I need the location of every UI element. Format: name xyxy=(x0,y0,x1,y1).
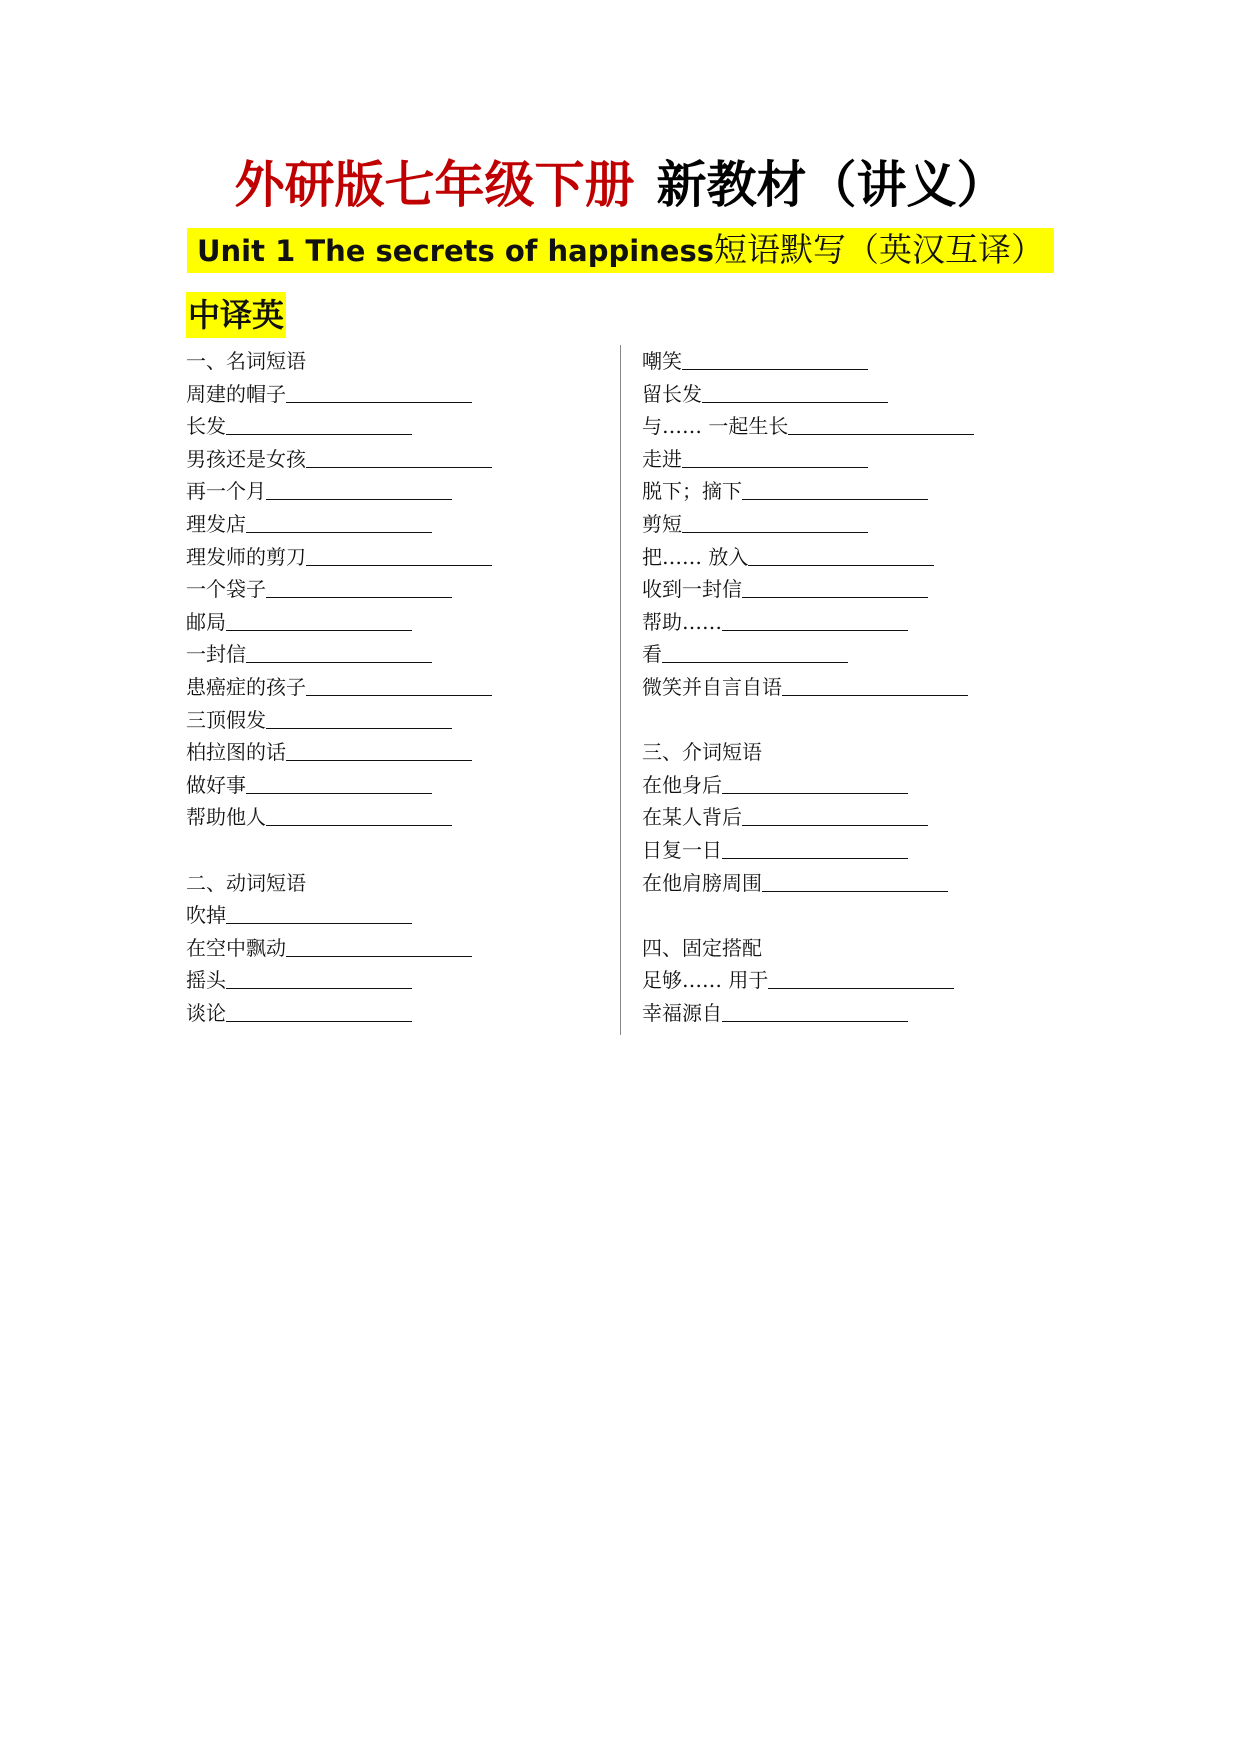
phrase-item xyxy=(642,378,974,411)
answer-blank[interactable] xyxy=(768,968,954,989)
answer-blank[interactable] xyxy=(722,610,908,631)
spacer xyxy=(186,834,492,867)
answer-blank[interactable] xyxy=(306,545,492,566)
answer-blank[interactable] xyxy=(682,349,868,370)
phrase-prompt: 帮助…… xyxy=(642,609,722,634)
phrase-prompt: 再一个月 xyxy=(186,479,266,504)
phrase-prompt: 长发 xyxy=(186,414,226,439)
answer-blank[interactable] xyxy=(246,773,432,794)
answer-blank[interactable] xyxy=(722,773,908,794)
phrase-prompt: 男孩还是女孩 xyxy=(186,446,306,471)
phrase-prompt: 患癌症的孩子 xyxy=(186,674,306,699)
phrase-item xyxy=(642,606,974,639)
phrase-item xyxy=(642,508,974,541)
answer-blank[interactable] xyxy=(722,838,908,859)
answer-blank[interactable] xyxy=(722,1001,908,1022)
phrase-prompt: 看 xyxy=(642,642,662,667)
phrase-item xyxy=(186,932,492,965)
phrase-item xyxy=(186,736,492,769)
unit-title-en: Unit 1 The secrets of happiness xyxy=(196,234,714,268)
phrase-prompt: 摇头 xyxy=(186,968,226,993)
category-heading xyxy=(642,932,974,965)
category-heading xyxy=(642,736,974,769)
phrase-item xyxy=(186,475,492,508)
title-handout: 新教材（讲义） xyxy=(656,156,1007,214)
phrase-prompt: 留长发 xyxy=(642,381,702,406)
phrase-prompt: 把…… 放入 xyxy=(642,544,749,569)
phrase-item xyxy=(642,345,974,378)
answer-blank[interactable] xyxy=(226,968,412,989)
answer-blank[interactable] xyxy=(286,740,472,761)
phrase-prompt: 幸福源自 xyxy=(642,1000,722,1025)
phrase-prompt: 脱下；摘下 xyxy=(642,479,742,504)
left-column xyxy=(186,345,492,1029)
phrase-prompt: 走进 xyxy=(642,446,682,471)
phrase-item xyxy=(186,801,492,834)
answer-blank[interactable] xyxy=(762,871,948,892)
answer-blank[interactable] xyxy=(742,577,928,598)
answer-blank[interactable] xyxy=(226,903,412,924)
answer-blank[interactable] xyxy=(226,414,412,435)
phrase-prompt: 三顶假发 xyxy=(186,707,266,732)
spacer xyxy=(642,704,974,737)
answer-blank[interactable] xyxy=(742,479,928,500)
answer-blank[interactable] xyxy=(246,512,432,533)
phrase-prompt: 周建的帽子 xyxy=(186,381,286,406)
phrase-prompt: 嘲笑 xyxy=(642,349,682,373)
phrase-prompt: 理发师的剪刀 xyxy=(186,544,306,569)
phrase-item xyxy=(642,541,974,574)
phrase-prompt: 日复一日 xyxy=(642,837,722,862)
subtitle-wrap xyxy=(0,228,1241,273)
category-heading xyxy=(186,867,492,900)
phrase-item xyxy=(186,508,492,541)
phrase-prompt: 在他身后 xyxy=(642,772,722,797)
phrase-prompt: 柏拉图的话 xyxy=(186,740,286,765)
phrase-prompt: 谈论 xyxy=(186,1000,226,1025)
category-label: 一、名词短语 xyxy=(186,349,306,373)
answer-blank[interactable] xyxy=(286,936,472,957)
phrase-item xyxy=(642,997,974,1030)
phrase-item xyxy=(186,769,492,802)
answer-blank[interactable] xyxy=(226,610,412,631)
phrase-item xyxy=(186,378,492,411)
phrase-prompt: 收到一封信 xyxy=(642,577,742,602)
phrase-prompt: 与…… 一起生长 xyxy=(642,414,789,439)
answer-blank[interactable] xyxy=(266,577,452,598)
answer-blank[interactable] xyxy=(748,545,934,566)
answer-blank[interactable] xyxy=(226,1001,412,1022)
phrase-item xyxy=(186,410,492,443)
category-label: 四、固定搭配 xyxy=(642,935,762,960)
right-column xyxy=(642,345,974,1029)
answer-blank[interactable] xyxy=(266,479,452,500)
phrase-item xyxy=(186,671,492,704)
answer-blank[interactable] xyxy=(662,642,848,663)
category-label: 二、动词短语 xyxy=(186,870,306,895)
phrase-item xyxy=(186,638,492,671)
answer-blank[interactable] xyxy=(286,382,472,403)
phrase-prompt: 在他肩膀周围 xyxy=(642,870,762,895)
phrase-prompt: 做好事 xyxy=(186,772,246,797)
phrase-item xyxy=(642,801,974,834)
phrase-prompt: 微笑并自言自语 xyxy=(642,674,782,699)
phrase-item xyxy=(642,573,974,606)
section-heading: 中译英 xyxy=(186,292,286,338)
phrase-item xyxy=(642,410,974,443)
phrase-prompt: 一封信 xyxy=(186,642,246,667)
spacer xyxy=(642,899,974,932)
answer-blank[interactable] xyxy=(246,642,432,663)
phrase-item xyxy=(642,671,974,704)
answer-blank[interactable] xyxy=(682,447,868,468)
answer-blank[interactable] xyxy=(702,382,888,403)
phrase-item xyxy=(186,997,492,1030)
unit-title-zh: 短语默写（英汉互译） xyxy=(714,230,1044,269)
answer-blank[interactable] xyxy=(306,447,492,468)
answer-blank[interactable] xyxy=(682,512,868,533)
phrase-item xyxy=(186,443,492,476)
answer-blank[interactable] xyxy=(782,675,968,696)
phrase-item xyxy=(642,638,974,671)
phrase-item xyxy=(186,704,492,737)
column-divider xyxy=(620,345,621,1035)
answer-blank[interactable] xyxy=(266,805,452,826)
phrase-item xyxy=(186,541,492,574)
phrase-item xyxy=(642,834,974,867)
phrase-prompt: 理发店 xyxy=(186,511,246,536)
answer-blank[interactable] xyxy=(266,708,452,729)
phrase-item xyxy=(186,964,492,997)
document-title xyxy=(0,150,1241,220)
phrase-item xyxy=(642,443,974,476)
unit-subtitle xyxy=(187,228,1054,273)
phrase-item xyxy=(642,964,974,997)
phrase-prompt: 吹掉 xyxy=(186,903,226,928)
answer-blank[interactable] xyxy=(306,675,492,696)
category-heading xyxy=(186,345,492,378)
phrase-prompt: 在某人背后 xyxy=(642,805,742,830)
phrase-item xyxy=(186,899,492,932)
phrase-item xyxy=(186,606,492,639)
phrase-prompt: 帮助他人 xyxy=(186,805,266,830)
phrase-prompt: 在空中飘动 xyxy=(186,935,286,960)
phrase-prompt: 足够…… 用于 xyxy=(642,968,769,993)
phrase-prompt: 一个袋子 xyxy=(186,577,266,602)
answer-blank[interactable] xyxy=(742,805,928,826)
phrase-prompt: 邮局 xyxy=(186,609,226,634)
phrase-item xyxy=(642,769,974,802)
phrase-item xyxy=(186,573,492,606)
category-label: 三、介词短语 xyxy=(642,740,762,765)
phrase-item xyxy=(642,475,974,508)
phrase-prompt: 剪短 xyxy=(642,511,682,536)
title-textbook: 外研版七年级下册 xyxy=(234,156,635,214)
phrase-item xyxy=(642,867,974,900)
answer-blank[interactable] xyxy=(788,414,974,435)
